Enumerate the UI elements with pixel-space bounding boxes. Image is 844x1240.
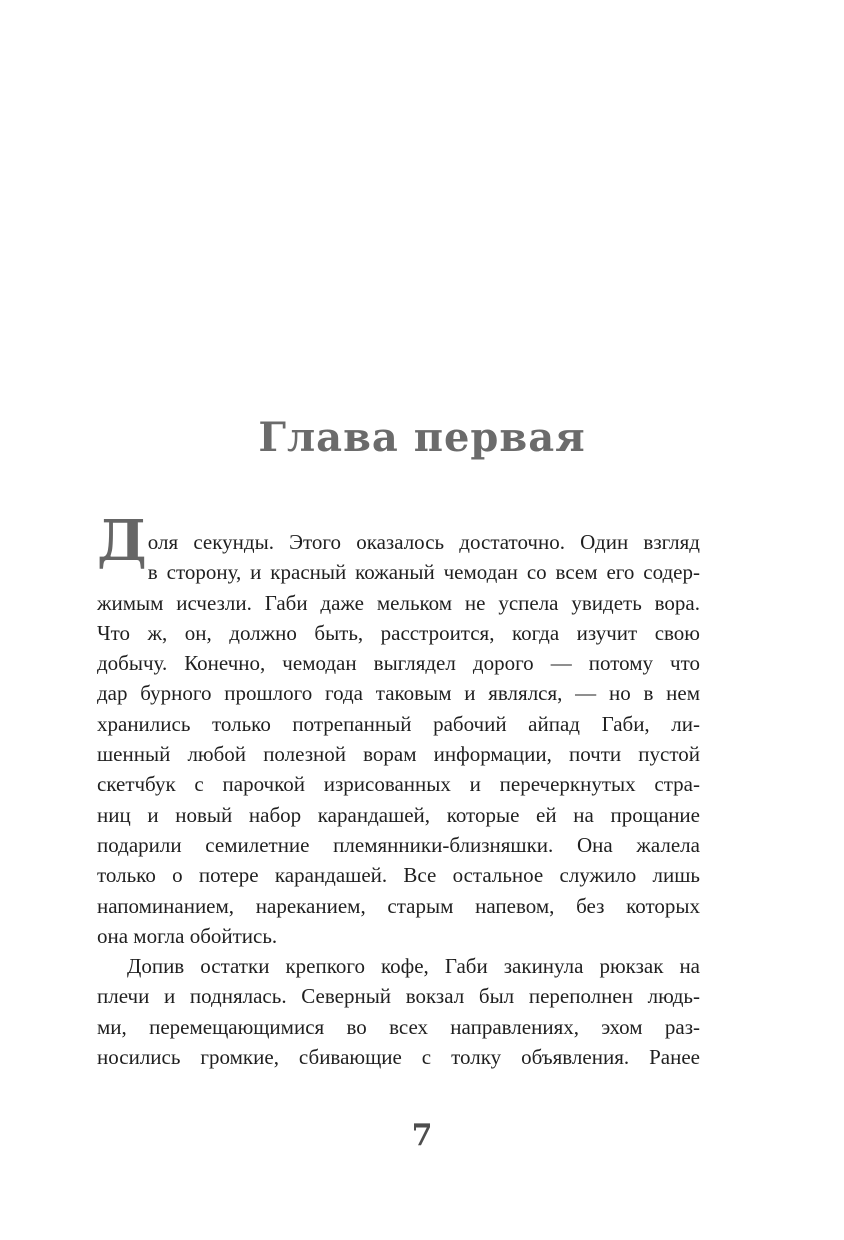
text-line: Что ж, он, должно быть, расстроится, когда изучит свою — [97, 620, 700, 645]
text-line: дар бурного прошлого года таковым и являлся, — но в нем — [97, 681, 700, 706]
text-line: носились громкие, сбивающие с толку объявления. Ранее — [97, 1045, 700, 1070]
text-line: жимым исчезли. Габи даже мельком не успела увидеть вора. — [97, 590, 700, 615]
page-number: 7 — [411, 1118, 433, 1153]
text-line: подарили семилетние племянники-близняшки. Она жалела — [97, 832, 700, 857]
text-line: плечи и поднялась. Северный вокзал был переполнен людь- — [97, 984, 700, 1009]
chapter-title — [0, 414, 844, 462]
text-line: ниц и новый набор карандашей, которые ей на прощание — [97, 802, 700, 827]
text-line: в сторону, и красный кожаный чемодан со всем его содер- — [147, 560, 700, 585]
main-text — [97, 508, 700, 1072]
paragraph-1 — [97, 508, 700, 951]
text-line: Допив остатки крепкого кофе, Габи закинула рюкзак на — [127, 954, 700, 979]
drop-cap: Д — [97, 508, 147, 574]
text-line: оля секунды. Этого оказалось достаточно. Один взгляд — [147, 530, 700, 554]
paragraph-2 — [97, 951, 700, 1072]
text-line: она могла обойтись. — [97, 923, 278, 948]
chapter-title-text: Глава первая — [258, 414, 586, 461]
text-line: ми, перемещающимися во всех направлениях, эхом раз- — [97, 1014, 700, 1039]
text-line: напоминанием, нареканием, старым напевом, без которых — [97, 893, 700, 918]
text-line: добычу. Конечно, чемодан выглядел дорого — потому что — [97, 651, 700, 676]
text-line: хранились только потрепанный рабочий айпад Габи, ли- — [97, 711, 700, 736]
text-line: шенный любой полезной ворам информации, почти пустой — [97, 742, 700, 767]
text-line: только о потере карандашей. Все остальное служило лишь — [97, 863, 700, 888]
text-line: скетчбук с парочкой изрисованных и перечеркнутых стра- — [97, 772, 700, 797]
